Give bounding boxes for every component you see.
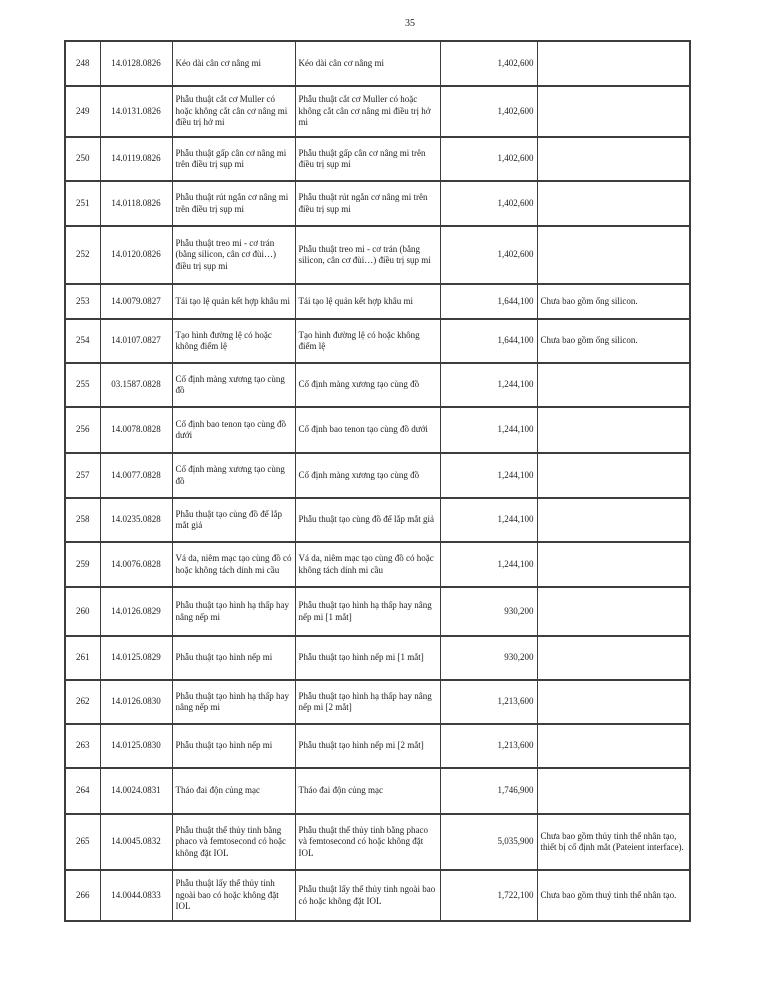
cell-procedure-name-equivalent: Cố định bao tenon tạo cùng đồ dưới xyxy=(295,407,440,453)
cell-procedure-name: Phẫu thuật tạo hình nếp mi xyxy=(172,724,295,768)
cell-row-number: 261 xyxy=(65,636,100,680)
cell-procedure-name-equivalent: Phẫu thuật tạo hình hạ thấp hay nâng nếp mi [1 mắt] xyxy=(295,587,440,636)
cell-row-number: 249 xyxy=(65,86,100,137)
cell-note xyxy=(537,542,690,587)
cell-procedure-name: Tạo hình đường lệ có hoặc không điểm lệ xyxy=(172,319,295,363)
table-row xyxy=(65,181,690,226)
table-row xyxy=(65,41,690,86)
cell-note xyxy=(537,768,690,814)
cell-procedure-name-equivalent: Cố định màng xương tạo cùng đồ xyxy=(295,453,440,498)
cell-procedure-name: Tái tạo lệ quản kết hợp khâu mi xyxy=(172,284,295,319)
cell-row-number: 258 xyxy=(65,498,100,542)
cell-procedure-name-equivalent: Phẫu thuật tạo hình hạ thấp hay nâng nếp mi [2 mắt] xyxy=(295,680,440,724)
cell-row-number: 250 xyxy=(65,137,100,181)
cell-row-number: 248 xyxy=(65,41,100,86)
cell-note xyxy=(537,226,690,284)
cell-price: 1,746,900 xyxy=(440,768,537,814)
cell-procedure-code: 14.0045.0832 xyxy=(100,814,172,870)
cell-procedure-name: Kéo dài cân cơ nâng mi xyxy=(172,41,295,86)
cell-procedure-code: 14.0120.0826 xyxy=(100,226,172,284)
cell-procedure-code: 14.0107.0827 xyxy=(100,319,172,363)
cell-procedure-name: Phẫu thuật rút ngắn cơ nâng mi trên điều trị sụp mi xyxy=(172,181,295,226)
cell-procedure-name: Cố định màng xương tạo cùng đồ xyxy=(172,453,295,498)
cell-procedure-name-equivalent: Phẫu thuật lấy thể thủy tinh ngoài bao có hoặc không đặt IOL xyxy=(295,870,440,921)
cell-procedure-name: Phẫu thuật tạo cùng đồ để lắp mắt giả xyxy=(172,498,295,542)
cell-price: 1,244,100 xyxy=(440,453,537,498)
table-row xyxy=(65,768,690,814)
cell-price: 1,244,100 xyxy=(440,407,537,453)
table-row xyxy=(65,284,690,319)
cell-procedure-name-equivalent: Phẫu thuật rút ngắn cơ nâng mi trên điều trị sụp mi xyxy=(295,181,440,226)
cell-procedure-name-equivalent: Tháo đai độn củng mạc xyxy=(295,768,440,814)
table-row xyxy=(65,226,690,284)
cell-note xyxy=(537,363,690,407)
table-row xyxy=(65,453,690,498)
cell-row-number: 263 xyxy=(65,724,100,768)
fee-table-body xyxy=(65,41,690,921)
cell-row-number: 259 xyxy=(65,542,100,587)
cell-note xyxy=(537,587,690,636)
cell-procedure-name: Vá da, niêm mạc tạo cùng đồ có hoặc không tách dính mi cầu xyxy=(172,542,295,587)
table-row xyxy=(65,680,690,724)
cell-price: 1,402,600 xyxy=(440,181,537,226)
cell-price: 1,644,100 xyxy=(440,319,537,363)
cell-procedure-code: 14.0128.0826 xyxy=(100,41,172,86)
cell-procedure-name-equivalent: Vá da, niêm mạc tạo cùng đồ có hoặc không tách dính mi cầu xyxy=(295,542,440,587)
cell-procedure-code: 14.0119.0826 xyxy=(100,137,172,181)
cell-procedure-name: Cố định màng xương tạo cùng đồ xyxy=(172,363,295,407)
cell-procedure-name-equivalent: Phẫu thuật cắt cơ Muller có hoặc không cắt cân cơ nâng mi điều trị hở mi xyxy=(295,86,440,137)
cell-procedure-name: Phẫu thuật cắt cơ Muller có hoặc không cắt cân cơ nâng mi điều trị hở mi xyxy=(172,86,295,137)
cell-price: 1,213,600 xyxy=(440,680,537,724)
cell-procedure-name-equivalent: Phẫu thuật gấp cân cơ nâng mi trên điều trị sụp mi xyxy=(295,137,440,181)
cell-price: 1,244,100 xyxy=(440,363,537,407)
table-row xyxy=(65,137,690,181)
cell-note xyxy=(537,636,690,680)
cell-procedure-code: 03.1587.0828 xyxy=(100,363,172,407)
cell-row-number: 265 xyxy=(65,814,100,870)
cell-price: 1,644,100 xyxy=(440,284,537,319)
cell-row-number: 260 xyxy=(65,587,100,636)
cell-price: 1,402,600 xyxy=(440,137,537,181)
cell-note xyxy=(537,86,690,137)
table-row xyxy=(65,724,690,768)
cell-note xyxy=(537,680,690,724)
cell-row-number: 266 xyxy=(65,870,100,921)
cell-price: 1,402,600 xyxy=(440,226,537,284)
cell-procedure-name-equivalent: Kéo dài cân cơ nâng mi xyxy=(295,41,440,86)
cell-procedure-name: Tháo đai độn củng mạc xyxy=(172,768,295,814)
cell-procedure-code: 14.0235.0828 xyxy=(100,498,172,542)
cell-procedure-code: 14.0077.0828 xyxy=(100,453,172,498)
cell-price: 930,200 xyxy=(440,636,537,680)
cell-row-number: 252 xyxy=(65,226,100,284)
cell-price: 930,200 xyxy=(440,587,537,636)
cell-row-number: 253 xyxy=(65,284,100,319)
cell-note xyxy=(537,407,690,453)
cell-row-number: 257 xyxy=(65,453,100,498)
table-row xyxy=(65,86,690,137)
cell-procedure-code: 14.0125.0830 xyxy=(100,724,172,768)
cell-note: Chưa bao gồm thuỷ tinh thể nhân tạo. xyxy=(537,870,690,921)
cell-procedure-name-equivalent: Phẫu thuật thể thủy tinh bằng phaco và femtosecond có hoặc không đặt IOL xyxy=(295,814,440,870)
cell-procedure-code: 14.0126.0830 xyxy=(100,680,172,724)
cell-price: 1,244,100 xyxy=(440,498,537,542)
cell-procedure-code: 14.0079.0827 xyxy=(100,284,172,319)
cell-procedure-code: 14.0044.0833 xyxy=(100,870,172,921)
cell-procedure-code: 14.0131.0826 xyxy=(100,86,172,137)
cell-price: 1,402,600 xyxy=(440,41,537,86)
cell-note xyxy=(537,724,690,768)
cell-row-number: 251 xyxy=(65,181,100,226)
cell-procedure-name-equivalent: Tạo hình đường lệ có hoặc không điểm lệ xyxy=(295,319,440,363)
cell-note xyxy=(537,453,690,498)
table-row xyxy=(65,319,690,363)
cell-note: Chưa bao gồm thủy tinh thể nhân tạo, thiết bị cố định mắt (Pateient interface). xyxy=(537,814,690,870)
cell-note xyxy=(537,181,690,226)
cell-procedure-code: 14.0125.0829 xyxy=(100,636,172,680)
cell-procedure-name-equivalent: Phẫu thuật treo mi - cơ trán (bằng silicon, cân cơ đùi…) điều trị sụp mi xyxy=(295,226,440,284)
cell-procedure-code: 14.0024.0831 xyxy=(100,768,172,814)
table-row xyxy=(65,814,690,870)
table-row xyxy=(65,363,690,407)
table-row xyxy=(65,870,690,921)
cell-row-number: 256 xyxy=(65,407,100,453)
cell-row-number: 254 xyxy=(65,319,100,363)
fee-schedule-table xyxy=(64,40,691,922)
table-row xyxy=(65,498,690,542)
cell-row-number: 262 xyxy=(65,680,100,724)
cell-procedure-name: Cố định bao tenon tạo cùng đồ dưới xyxy=(172,407,295,453)
cell-price: 1,244,100 xyxy=(440,542,537,587)
cell-price: 5,035,900 xyxy=(440,814,537,870)
table-row xyxy=(65,542,690,587)
cell-price: 1,402,600 xyxy=(440,86,537,137)
cell-procedure-code: 14.0076.0828 xyxy=(100,542,172,587)
cell-procedure-name-equivalent: Phẫu thuật tạo cùng đồ để lắp mắt giả xyxy=(295,498,440,542)
table-row xyxy=(65,636,690,680)
page-number: 35 xyxy=(405,18,415,29)
cell-procedure-name: Phẫu thuật gấp cân cơ nâng mi trên điều trị sụp mi xyxy=(172,137,295,181)
table-row xyxy=(65,587,690,636)
cell-note: Chưa bao gồm ống silicon. xyxy=(537,284,690,319)
cell-procedure-name: Phẫu thuật lấy thể thủy tinh ngoài bao có hoặc không đặt IOL xyxy=(172,870,295,921)
cell-procedure-name: Phẫu thuật tạo hình hạ thấp hay nâng nếp mi xyxy=(172,680,295,724)
cell-procedure-code: 14.0126.0829 xyxy=(100,587,172,636)
cell-price: 1,213,600 xyxy=(440,724,537,768)
cell-procedure-name: Phẫu thuật tạo hình hạ thấp hay nâng nếp mi xyxy=(172,587,295,636)
cell-procedure-name: Phẫu thuật treo mi - cơ trán (bằng silicon, cân cơ đùi…) điều trị sụp mi xyxy=(172,226,295,284)
cell-procedure-code: 14.0078.0828 xyxy=(100,407,172,453)
cell-row-number: 255 xyxy=(65,363,100,407)
table-row xyxy=(65,407,690,453)
cell-price: 1,722,100 xyxy=(440,870,537,921)
cell-procedure-name: Phẫu thuật tạo hình nếp mi xyxy=(172,636,295,680)
cell-note xyxy=(537,498,690,542)
cell-procedure-name-equivalent: Tái tạo lệ quản kết hợp khâu mi xyxy=(295,284,440,319)
cell-procedure-name-equivalent: Cố định màng xương tạo cùng đồ xyxy=(295,363,440,407)
cell-row-number: 264 xyxy=(65,768,100,814)
cell-procedure-name-equivalent: Phẫu thuật tạo hình nếp mi [1 mắt] xyxy=(295,636,440,680)
cell-note xyxy=(537,137,690,181)
cell-procedure-name-equivalent: Phẫu thuật tạo hình nếp mi [2 mắt] xyxy=(295,724,440,768)
cell-procedure-name: Phẫu thuật thể thủy tinh bằng phaco và femtosecond có hoặc không đặt IOL xyxy=(172,814,295,870)
cell-procedure-code: 14.0118.0826 xyxy=(100,181,172,226)
cell-note xyxy=(537,41,690,86)
cell-note: Chưa bao gồm ống silicon. xyxy=(537,319,690,363)
